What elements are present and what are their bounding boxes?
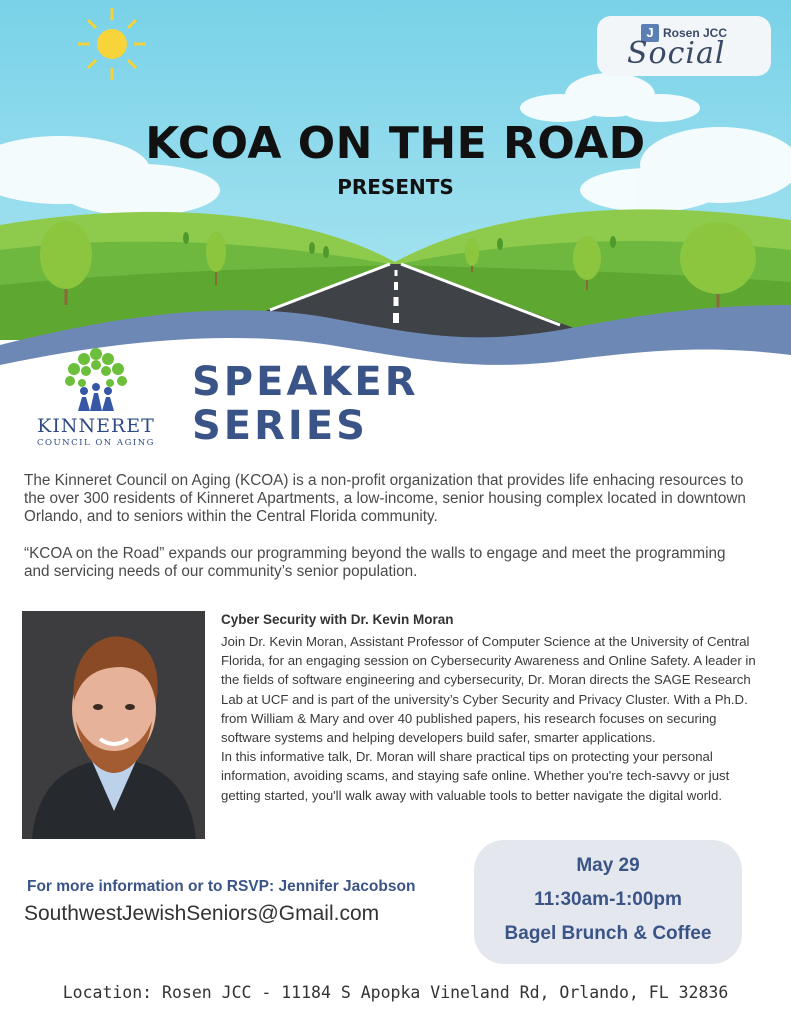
speaker-photo bbox=[22, 611, 205, 839]
hero-subtitle: PRESENTS bbox=[337, 175, 454, 199]
series-line-2: SERIES bbox=[192, 403, 368, 449]
logo-name: KINNERET bbox=[37, 415, 155, 437]
series-line-1: SPEAKER bbox=[192, 359, 419, 405]
event-location: Location: Rosen JCC - 11184 S Apopka Vineland Rd, Orlando, FL 32836 bbox=[62, 983, 729, 1002]
logo-subtitle: COUNCIL ON AGING bbox=[37, 438, 155, 448]
rosen-jcc-social-logo bbox=[597, 16, 771, 76]
speaker-session-title: Cyber Security with Dr. Kevin Moran bbox=[221, 612, 454, 627]
jcc-j-icon: J bbox=[641, 24, 659, 42]
rsvp-label: For more information or to RSVP: Jennifer Jacobson bbox=[27, 878, 416, 895]
speaker-series-title bbox=[192, 360, 419, 448]
speaker-bio-paragraph-2: In this informative talk, Dr. Moran will share practical tips on protecting your personal information, avoiding scams, and staying safe online. Whether you're tech-savvy or just getting started, you'll walk away with valuable tools to better navigate the digital world. bbox=[221, 749, 730, 803]
event-date: May 29 bbox=[576, 855, 640, 876]
tree-people-icon bbox=[26, 345, 166, 415]
hero-title: KCOA ON THE ROAD bbox=[145, 118, 646, 169]
speaker-bio-paragraph-1: Join Dr. Kevin Moran, Assistant Professor of Computer Science at the University of Central Florida, for an engaging session on Cybersecurity Awareness and Online Safety. A leader in the fields of software engineering and cybersecurity, Dr. Moran directs the SAGE Research Lab at UCF and is part of the university’s Cyber Security and Privacy Cluster. With a Ph.D. from William & Mary and over 40 published papers, his research focuses on securing software systems and helping developers build safer, smarter applications. bbox=[221, 634, 756, 746]
kinneret-logo bbox=[26, 345, 166, 448]
brand-script: Social bbox=[627, 36, 726, 71]
event-time: 11:30am-1:00pm bbox=[534, 889, 682, 910]
speaker-bio bbox=[221, 632, 766, 805]
rsvp-email-link[interactable]: SouthwestJewishSeniors@Gmail.com bbox=[24, 902, 380, 925]
intro-paragraph-1: The Kinneret Council on Aging (KCOA) is a non-profit organization that provides life enhacing resources to the over 300 residents of Kinneret Apartments, a low-income, senior housing complex located in downtown Orlando, and to seniors within the Central Florida community. bbox=[24, 472, 746, 525]
brand-org: Rosen JCC bbox=[663, 26, 728, 40]
event-details-box bbox=[474, 840, 742, 964]
event-food: Bagel Brunch & Coffee bbox=[504, 923, 712, 944]
intro-paragraph-2: “KCOA on the Road” expands our programming beyond the walls to engage and meet the programming and servicing needs of our community’s senior population. bbox=[24, 545, 726, 580]
